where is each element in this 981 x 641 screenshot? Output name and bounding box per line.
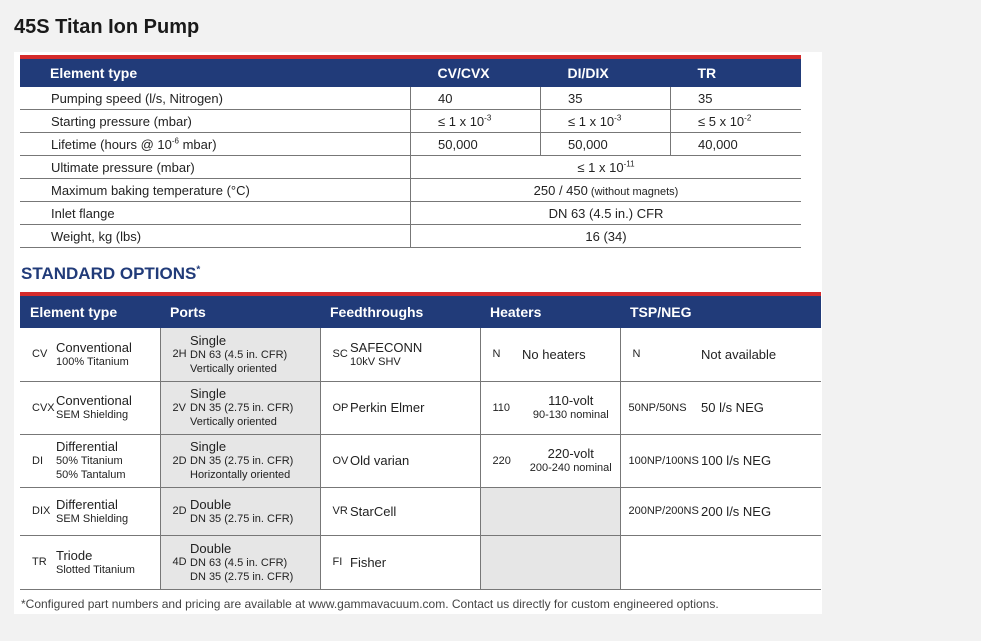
spec-label: Weight, kg (lbs) <box>20 225 411 248</box>
options-title: STANDARD OPTIONS* <box>21 264 201 283</box>
heater-code-empty <box>480 535 522 589</box>
tsp-desc: 50 l/s NEG <box>701 381 821 434</box>
options-table <box>20 296 821 590</box>
spec-header-row <box>20 59 801 87</box>
tsp-desc: Not available <box>701 328 821 381</box>
element-code: DIX <box>20 487 56 535</box>
spec-value-tr: 35 <box>671 87 802 110</box>
element-code: TR <box>20 535 56 589</box>
port-code: 2V <box>160 381 190 434</box>
options-row <box>20 328 821 381</box>
spec-header-cv: CV/CVX <box>437 65 490 81</box>
tsp-code: 200NP/200NS <box>620 487 701 535</box>
spec-header-tr: TR <box>697 65 717 81</box>
feedthrough-code: OP <box>320 381 350 434</box>
spec-row <box>20 156 801 179</box>
element-desc: Triode Slotted Titanium <box>56 535 160 589</box>
tsp-code-empty <box>620 535 701 589</box>
heater-desc: 110-volt 90-130 nominal <box>522 381 620 434</box>
spec-value-merged: 250 / 450 (without magnets) <box>411 179 802 202</box>
element-code: DI <box>20 434 56 487</box>
tsp-desc-empty <box>701 535 821 589</box>
heater-code: N <box>480 328 522 381</box>
page-title: 45S Titan Ion Pump <box>14 16 200 38</box>
spec-value-merged: 16 (34) <box>411 225 802 248</box>
port-code: 4D <box>160 535 190 589</box>
tsp-desc: 100 l/s NEG <box>701 434 821 487</box>
feedthrough-code: SC <box>320 328 350 381</box>
feedthrough-code: OV <box>320 434 350 487</box>
heater-code: 220 <box>480 434 522 487</box>
spec-header-element: Element type <box>50 65 138 81</box>
port-code: 2H <box>160 328 190 381</box>
heater-desc-empty <box>522 487 620 535</box>
spec-label: Pumping speed (l/s, Nitrogen) <box>20 87 411 110</box>
options-header-element: Element type <box>30 304 118 320</box>
heater-desc-empty <box>522 535 620 589</box>
tsp-code: 50NP/50NS <box>620 381 701 434</box>
heater-code-empty <box>480 487 522 535</box>
feedthrough-code: FI <box>320 535 350 589</box>
feedthrough-desc: StarCell <box>350 487 480 535</box>
spec-value-merged: DN 63 (4.5 in.) CFR <box>411 202 802 225</box>
options-header-heaters: Heaters <box>490 304 542 320</box>
port-code: 2D <box>160 487 190 535</box>
port-desc: Single DN 35 (2.75 in. CFR) Vertically oriented <box>190 381 320 434</box>
spec-row <box>20 87 801 110</box>
options-row <box>20 535 821 589</box>
feedthrough-desc: SAFECONN 10kV SHV <box>350 328 480 381</box>
port-desc: Double DN 35 (2.75 in. CFR) <box>190 487 320 535</box>
spec-value-tr: 40,000 <box>671 133 802 156</box>
options-header-ports: Ports <box>170 304 206 320</box>
heater-desc: 220-volt 200-240 nominal <box>522 434 620 487</box>
element-desc: Conventional 100% Titanium <box>56 328 160 381</box>
element-desc: Differential 50% Titanium 50% Tantalum <box>56 434 160 487</box>
options-row <box>20 487 821 535</box>
options-row <box>20 434 821 487</box>
options-header-feedthroughs: Feedthroughs <box>330 304 424 320</box>
spec-label: Lifetime (hours @ $10^{-6}$ mbar) <box>20 133 411 156</box>
heater-code: 110 <box>480 381 522 434</box>
tsp-code: 100NP/100NS <box>620 434 701 487</box>
port-desc: Double DN 63 (4.5 in. CFR) DN 35 (2.75 in. CFR) <box>190 535 320 589</box>
spec-value-tr: ≤ 5 x $10^{-2}$ <box>671 110 802 133</box>
spec-label: Maximum baking temperature (°C) <box>20 179 411 202</box>
spec-row <box>20 110 801 133</box>
element-code: CV <box>20 328 56 381</box>
element-desc: Differential SEM Shielding <box>56 487 160 535</box>
spec-label: Inlet flange <box>20 202 411 225</box>
spec-row <box>20 202 801 225</box>
spec-label: Ultimate pressure (mbar) <box>20 156 411 179</box>
spec-table <box>20 59 801 248</box>
spec-value-cv: 40 <box>411 87 541 110</box>
port-desc: Single DN 35 (2.75 in. CFR) Horizontally oriented <box>190 434 320 487</box>
spec-value-di: ≤ 1 x $10^{-3}$ <box>541 110 671 133</box>
port-code: 2D <box>160 434 190 487</box>
options-row <box>20 381 821 434</box>
feedthrough-desc: Old varian <box>350 434 480 487</box>
spec-row <box>20 133 801 156</box>
feedthrough-code: VR <box>320 487 350 535</box>
heater-desc: No heaters <box>522 328 620 381</box>
feedthrough-desc: Perkin Elmer <box>350 381 480 434</box>
spec-value-cv: ≤ 1 x $10^{-3}$ <box>411 110 541 133</box>
element-code: CVX <box>20 381 56 434</box>
spec-value-di: 35 <box>541 87 671 110</box>
spec-label: Starting pressure (mbar) <box>20 110 411 133</box>
tsp-desc: 200 l/s NEG <box>701 487 821 535</box>
spec-value-cv: 50,000 <box>411 133 541 156</box>
options-header-tsp: TSP/NEG <box>630 304 692 320</box>
spec-value-di: 50,000 <box>541 133 671 156</box>
element-desc: Conventional SEM Shielding <box>56 381 160 434</box>
spec-value-merged: ≤ 1 x $10^{-11}$ <box>411 156 802 179</box>
spec-row <box>20 225 801 248</box>
feedthrough-desc: Fisher <box>350 535 480 589</box>
port-desc: Single DN 63 (4.5 in. CFR) Vertically oriented <box>190 328 320 381</box>
spec-header-di: DI/DIX <box>567 65 609 81</box>
tsp-code: N <box>620 328 701 381</box>
spec-row <box>20 179 801 202</box>
footnote: *Configured part numbers and pricing are available at www.gammavacuum.com. Contact us directly for custom engineered options. <box>21 597 719 611</box>
options-header-row <box>20 296 821 328</box>
